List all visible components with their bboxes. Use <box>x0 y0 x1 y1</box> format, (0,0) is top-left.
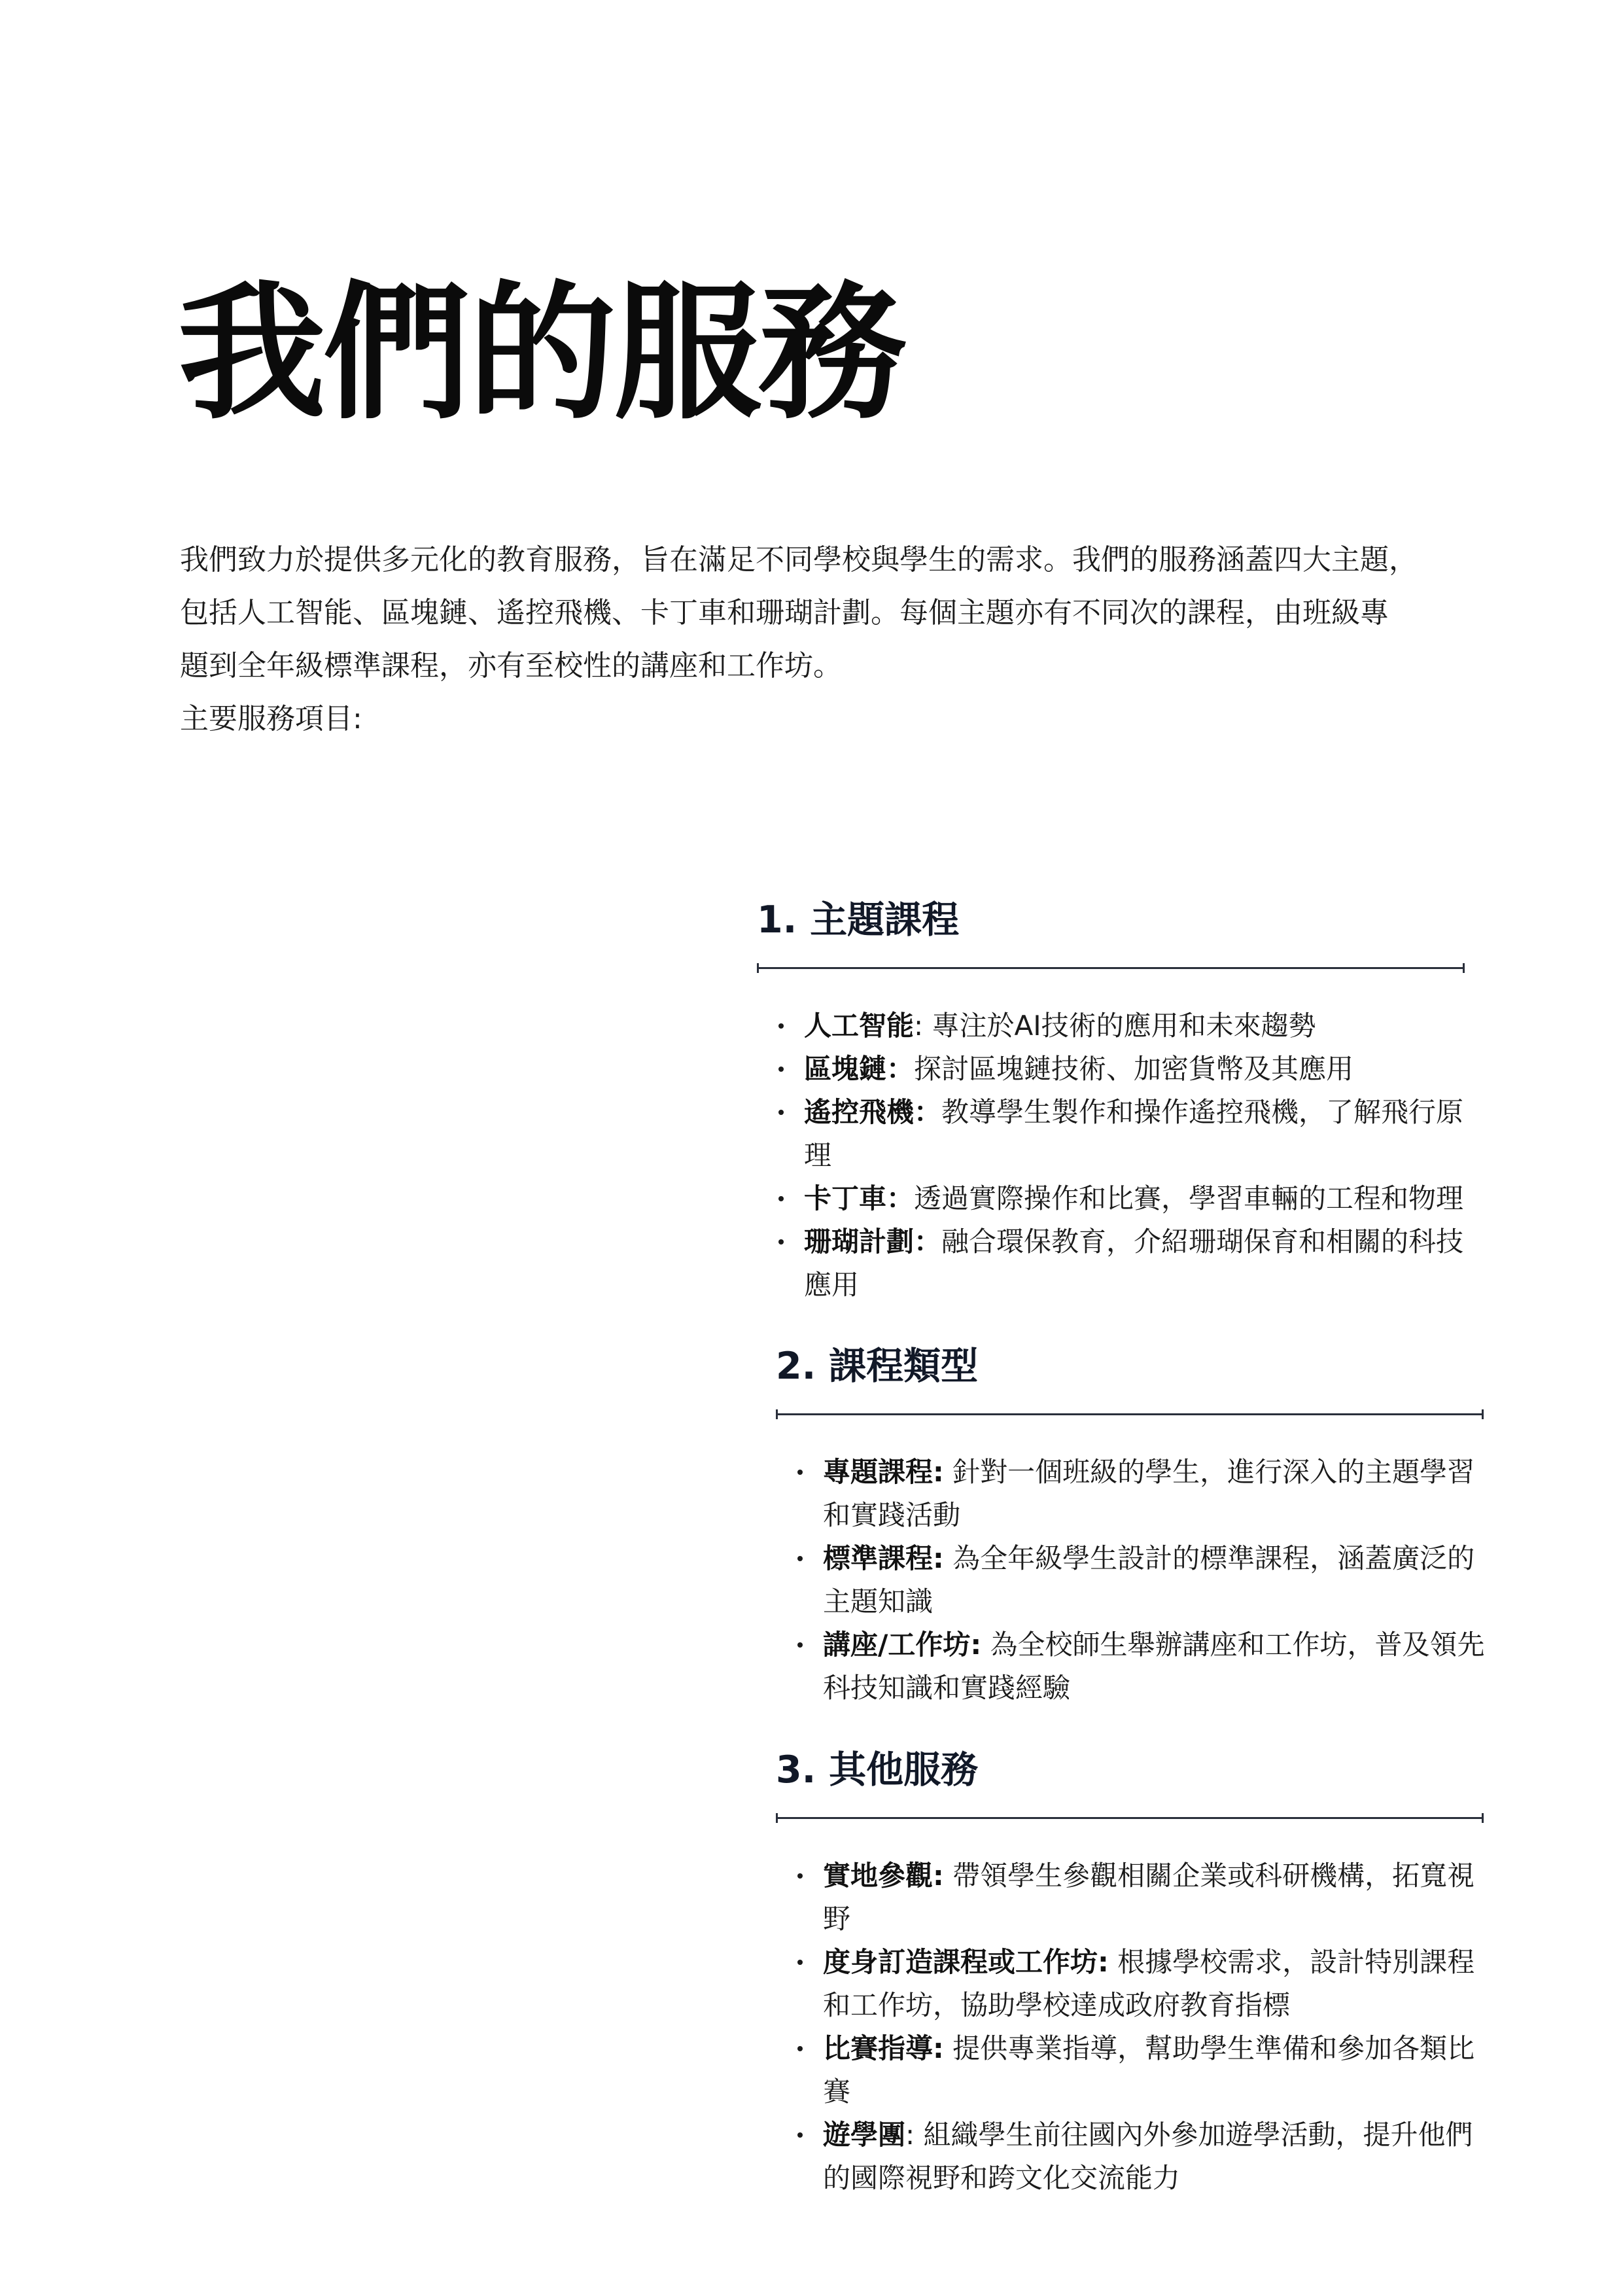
item-text: : 專注於AI技術的應用和未來趨勢 <box>914 1010 1316 1042</box>
section-heading: 2. 課程類型 <box>776 1345 979 1388</box>
list-item <box>776 1537 1497 1623</box>
item-text: 針對一個班級的學生，進行深入的主題學習和實踐活動 <box>823 1456 1475 1531</box>
bullet-icon <box>797 1873 803 1879</box>
bullet-icon <box>778 1110 784 1115</box>
item-text: 為全校師生舉辦講座和工作坊，普及領先科技知識和實踐經驗 <box>823 1629 1485 1704</box>
section-course-types <box>776 1343 1484 1710</box>
item-text: 融合環保教育，介紹珊瑚保育和相關的科技應用 <box>804 1226 1464 1301</box>
item-label: 珊瑚計劃： <box>804 1226 942 1258</box>
list-item <box>757 1220 1478 1307</box>
services-label: 主要服務項目: <box>180 702 362 735</box>
list-item <box>776 2113 1497 2200</box>
section-divider <box>776 1413 1484 1415</box>
list-item <box>757 1177 1478 1220</box>
bullet-icon <box>778 1196 784 1201</box>
item-label: 卡丁車： <box>804 1182 915 1214</box>
item-text: 為全年級學生設計的標準課程，涵蓋廣泛的主題知識 <box>823 1542 1475 1617</box>
section-divider <box>757 967 1465 969</box>
bullet-icon <box>797 2132 803 2138</box>
bullet-icon <box>797 2046 803 2051</box>
intro-line: 題到全年級標準課程，亦有至校性的講座和工作坊。 <box>180 649 842 682</box>
section-other-services <box>776 1747 1484 2200</box>
list-item <box>776 1854 1497 1941</box>
bullet-icon <box>778 1067 784 1072</box>
service-list <box>776 1451 1484 1710</box>
intro-line: 我們致力於提供多元化的教育服務，旨在滿足不同學校與學生的需求。我們的服務涵蓋四大主題， <box>180 543 1418 576</box>
bullet-icon <box>778 1023 784 1029</box>
item-text: 根據學校需求，設計特別課程和工作坊，協助學校達成政府教育指標 <box>823 1946 1475 2021</box>
intro-line: 包括人工智能、區塊鏈、遙控飛機、卡丁車和珊瑚計劃。每個主題亦有不同次的課程，由班級專 <box>180 596 1389 629</box>
list-item <box>776 2027 1497 2113</box>
item-label: 比賽指導: <box>823 2032 944 2064</box>
bullet-icon <box>797 1642 803 1648</box>
page-title: 我們的服務 <box>178 268 905 440</box>
service-list <box>776 1854 1484 2200</box>
item-text: 透過實際操作和比賽，學習車輛的工程和物理 <box>914 1182 1464 1214</box>
item-text: 帶領學生參觀相關企業或科研機構，拓寬視野 <box>823 1860 1475 1935</box>
list-item <box>776 1451 1497 1537</box>
service-list <box>757 1004 1465 1307</box>
item-label: 實地參觀: <box>823 1860 944 1892</box>
section-theme-courses <box>757 897 1465 1307</box>
item-label: 專題課程: <box>823 1456 944 1488</box>
item-text: 探討區塊鏈技術、加密貨幣及其應用 <box>914 1053 1354 1085</box>
bullet-icon <box>797 1960 803 1965</box>
section-heading: 1. 主題課程 <box>757 898 960 942</box>
section-heading: 3. 其他服務 <box>776 1748 979 1792</box>
item-label: 度身訂造課程或工作坊: <box>823 1946 1109 1978</box>
list-item <box>757 1091 1478 1177</box>
item-text: : 組織學生前往國內外參加遊學活動，提升他們的國際視野和跨文化交流能力 <box>823 2119 1473 2194</box>
item-label: 講座/工作坊: <box>823 1629 982 1661</box>
section-divider <box>776 1817 1484 1819</box>
item-text: 提供專業指導，幫助學生準備和參加各類比賽 <box>823 2032 1475 2108</box>
bullet-icon <box>797 1470 803 1475</box>
list-item <box>776 1623 1497 1710</box>
bullet-icon <box>778 1239 784 1245</box>
item-text: 教導學生製作和操作遙控飛機，了解飛行原理 <box>804 1096 1464 1171</box>
item-label: 標準課程: <box>823 1542 944 1574</box>
list-item <box>757 1004 1478 1048</box>
intro-paragraph <box>180 533 1488 745</box>
list-item <box>776 1941 1497 2027</box>
bullet-icon <box>797 1556 803 1561</box>
item-label: 人工智能 <box>804 1010 915 1042</box>
item-label: 遊學團 <box>823 2119 906 2151</box>
list-item <box>757 1048 1478 1091</box>
item-label: 區塊鏈： <box>804 1053 915 1085</box>
item-label: 遙控飛機： <box>804 1096 942 1128</box>
